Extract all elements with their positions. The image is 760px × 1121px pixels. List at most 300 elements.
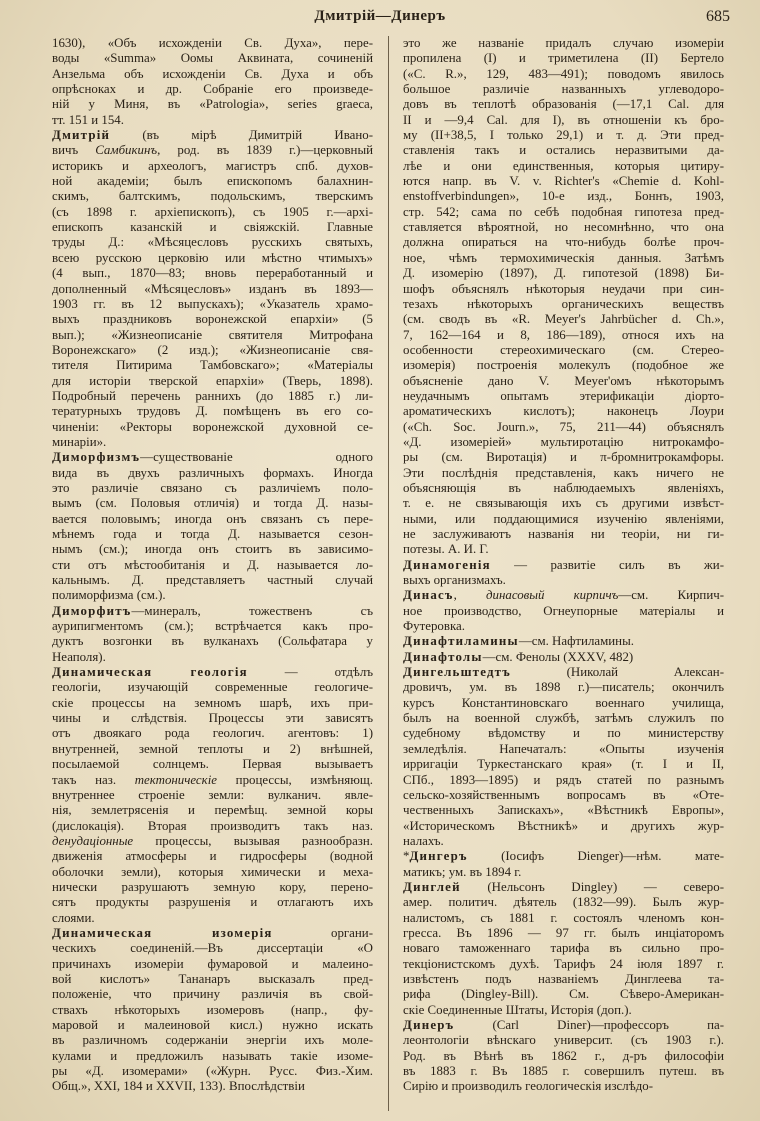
text-line <box>403 374 724 389</box>
text-run: (съ 1898 г. архіепископъ), съ 1905 г.—архі- <box>52 204 373 219</box>
text-line <box>403 1049 724 1064</box>
text-line <box>403 358 724 373</box>
text-run: должна опираться на что-нибудь болѣе проч- <box>403 235 724 250</box>
text-line <box>52 880 373 895</box>
text-line <box>403 788 724 803</box>
text-line <box>52 527 373 542</box>
text-run: «Историческомъ Вѣстникѣ» и другихъ жур- <box>403 818 724 833</box>
text-line <box>52 450 373 465</box>
text-line <box>403 880 724 895</box>
text-run: ній у Миня, въ «Patrologia», series graeca, <box>52 97 373 112</box>
text-line <box>52 1064 373 1079</box>
text-run: минаріи». <box>52 434 107 449</box>
text-line <box>403 496 724 511</box>
text-run: (Іосифъ Dienger)—нѣм. мате- <box>467 849 724 864</box>
text-run: пропилена (I) и триметилена (II) Бертело <box>403 51 724 66</box>
text-run: Род. въ Вѣнѣ въ 1862 г., д-ръ философіи <box>403 1048 724 1063</box>
text-line <box>52 696 373 711</box>
text-run: гресса. Въ 1896 — 97 гг. былъ инціаторомъ <box>403 925 724 940</box>
text-run: Анзельма объ исхожденіи Св. Духа и объ <box>52 66 373 81</box>
text-run: такъ наз. <box>52 772 135 787</box>
text-run: ирригаціи Туркестанскаго края» (т. I и II, <box>403 757 724 772</box>
entry-headword: Динамическая геологія <box>52 665 248 680</box>
text-run: (см. сводъ въ «R. Meyer's Jahrbücher d. Ch.», <box>403 312 724 327</box>
text-run: это же названіе придалъ случаю изомеріи <box>403 36 724 50</box>
italic-text: Самбикинъ <box>95 143 158 158</box>
text-line <box>403 512 724 527</box>
text-run: тителя Питирима Тамбовскаго»; «Матеріалы <box>52 358 373 373</box>
text-line <box>52 773 373 788</box>
text-line <box>403 220 724 235</box>
text-run: скіе процессы на земномъ шарѣ, ихъ при- <box>52 695 373 710</box>
text-run: вичъ <box>52 143 96 158</box>
text-line <box>52 849 373 864</box>
text-line <box>52 297 373 312</box>
text-run: * <box>403 849 410 864</box>
text-line <box>403 82 724 97</box>
text-run: изомерія) построенія молекулъ (подобное же <box>403 358 724 373</box>
text-line <box>52 404 373 419</box>
text-run: полиморфизма (см.). <box>52 588 166 603</box>
text-run: труды Д.: «Мѣсяцесловъ русскихъ святыхъ, <box>52 235 373 250</box>
text-run: извѣстенъ подъ названіемъ Динглеева та- <box>403 971 724 986</box>
text-line <box>403 159 724 174</box>
text-line <box>403 450 724 465</box>
text-run: положеніе, что причину различія въ свой- <box>52 987 373 1002</box>
text-run: нически разрушаютъ земную кору, перено- <box>52 879 373 894</box>
text-run: чественныхъ Запискахъ», «Вѣстникѣ Европы», <box>403 803 724 818</box>
text-run: опрѣсноках и др. Собраніе его произведе- <box>52 82 373 97</box>
text-run: 7, 162—164 и 8, 186—189), относя ихъ на <box>403 327 724 342</box>
text-line <box>52 174 373 189</box>
text-run: («C. R.», 129, 483—491); поводомъ явилось <box>403 66 724 81</box>
entry-headword: Динафтиламины <box>403 634 519 649</box>
text-run: ное, чѣмъ термохимическія данныя. Затѣмъ <box>403 250 724 265</box>
text-run: налахъ. <box>403 833 444 848</box>
text-line <box>403 773 724 788</box>
text-line <box>403 97 724 112</box>
entry-headword: Динамогенія <box>403 557 491 572</box>
text-line <box>52 619 373 634</box>
text-line <box>52 328 373 343</box>
text-line <box>52 420 373 435</box>
text-run: рифа (Dingley-Bill). См. Сѣверо-Американ- <box>403 987 724 1002</box>
text-run: текціонистскомъ духѣ. Тарифъ 24 іюля 1897 г. <box>403 956 724 971</box>
text-line <box>403 481 724 496</box>
entry-headword: Динеръ <box>403 1018 455 1032</box>
text-line <box>403 1079 724 1094</box>
entry-headword: Динафтолы <box>403 649 483 664</box>
text-run: ствахъ нѣкоторыхъ изомеровъ (напр., фу- <box>52 1002 373 1017</box>
text-run: не заслуживаютъ названія ни теоріи, ни ги- <box>403 527 724 541</box>
text-line <box>52 757 373 772</box>
text-line <box>52 542 373 557</box>
text-run: (Carl Diner)—профессоръ па- <box>454 1018 724 1032</box>
text-run: налистомъ, съ 1881 г. состоялъ членомъ кон- <box>403 910 724 925</box>
text-line <box>403 328 724 343</box>
text-run: тт. 151 и 154. <box>52 112 124 127</box>
text-line <box>52 343 373 358</box>
text-line <box>403 343 724 358</box>
text-run: Неаполя). <box>52 649 106 664</box>
text-line <box>403 895 724 910</box>
text-line <box>403 143 724 158</box>
text-run: ческихъ соединеній.—Въ диссертаціи «О <box>52 941 373 956</box>
text-line <box>403 1033 724 1048</box>
text-line <box>403 926 724 941</box>
text-run: Эти послѣднія представленія, какъ ничего не <box>403 465 724 480</box>
text-run: ставленія такъ и остались неразвитыми да- <box>403 143 724 158</box>
text-run: ароматическихъ кислотъ); наконецъ Лоури <box>403 404 724 419</box>
text-run: чиненіи: «Ректоры воронежской духовной се- <box>52 419 373 434</box>
text-line <box>403 235 724 250</box>
text-run: органи- <box>272 925 373 940</box>
text-line <box>403 542 724 557</box>
text-run: (Николай Алексан- <box>510 665 724 680</box>
text-run: геологіи, изучающій современные геологиче- <box>52 680 373 695</box>
text-run: сятъ продукты разрушенія и отлагаютъ ихъ <box>52 895 373 910</box>
text-run: посылаемой солнцемъ. Первая вызываетъ <box>52 757 373 772</box>
text-line <box>52 634 373 649</box>
text-run: дополненный «Мѣсяцесловъ» изданъ въ 1893— <box>52 281 373 296</box>
text-line <box>52 97 373 112</box>
text-line <box>52 466 373 481</box>
text-line <box>52 742 373 757</box>
text-run: дровичъ, ум. въ 1898 г.)—писатель; окончилъ <box>403 680 724 695</box>
entry-headword: Динасъ <box>403 588 454 603</box>
text-line <box>52 604 373 619</box>
text-line <box>403 757 724 772</box>
text-run: (дислокація). Вторая производитъ такъ наз. <box>52 818 373 833</box>
text-run: потезы. А. И. Г. <box>403 542 489 557</box>
text-run: —см. Нафтиламины. <box>518 634 634 649</box>
text-line <box>403 128 724 143</box>
text-run: , <box>453 588 487 603</box>
text-line <box>403 1064 724 1079</box>
text-line <box>52 128 373 143</box>
text-run: мѣнемъ года и тогда Д. называется сезон- <box>52 527 373 541</box>
text-run: въ 1883 г. Въ 1885 г. совершилъ путеш. въ <box>403 1064 724 1079</box>
text-run: ры (см. Виротація) и π-бромнитрокамфоры. <box>403 450 724 465</box>
text-line <box>403 941 724 956</box>
text-run: слоями. <box>52 910 95 925</box>
text-run: причинахъ изомеріи фумаровой и малеино- <box>52 956 373 971</box>
text-line <box>403 604 724 619</box>
text-line <box>52 803 373 818</box>
text-run: всею русскою церковію или мѣстно чтимыхъ» <box>52 250 373 265</box>
text-line <box>403 558 724 573</box>
text-run: вой кислотъ» Тананаръ высказалъ пред- <box>52 971 373 986</box>
text-line <box>403 51 724 66</box>
text-line <box>52 159 373 174</box>
text-run: сельско-хозяйственнымъ вопросамъ въ «Оте- <box>403 787 724 802</box>
text-run: новаго таможеннаго тарифа въ сильно про- <box>403 941 724 956</box>
text-line <box>403 588 724 603</box>
italic-text: тектоническіе <box>134 772 217 787</box>
text-run: выхъ организмахъ. <box>403 573 506 588</box>
text-run: аурипигментомъ (см.); встрѣчается какъ про- <box>52 619 373 634</box>
text-run: Сирію и производилъ геологическія изслѣдо- <box>403 1079 653 1094</box>
text-run: леонтологіи вѣнскаго университ. (съ 1903 г.). <box>403 1033 724 1048</box>
text-line <box>52 926 373 941</box>
text-run: вымъ (см. Половыя отличія) и тогда Д. назы- <box>52 496 373 511</box>
entry-headword: Диморфизмъ <box>52 450 141 465</box>
text-line <box>52 788 373 803</box>
text-line <box>403 834 724 849</box>
text-line <box>403 987 724 1002</box>
text-line <box>52 374 373 389</box>
text-line <box>403 312 724 327</box>
text-line <box>52 1033 373 1048</box>
text-line <box>403 849 724 864</box>
text-run: ставляется вѣроятной, но несомнѣнно, что она <box>403 220 724 235</box>
text-line <box>52 834 373 849</box>
text-line <box>52 512 373 527</box>
text-run: дуктъ возгонки въ вулканахъ (Сольфатара у <box>52 634 373 649</box>
text-run: 1630), «Объ исхожденіи Св. Духа», пере- <box>52 36 373 50</box>
text-run: тературныхъ трудовъ Д. помѣщенъ въ его со- <box>52 404 373 419</box>
text-line <box>403 957 724 972</box>
text-run: (въ мірѣ Димитрій Ивано- <box>110 128 373 143</box>
text-line <box>52 435 373 450</box>
entry-headword: Диморфитъ <box>52 603 132 618</box>
text-run: процессы, вызывая разнообразн. <box>133 833 373 848</box>
text-line <box>403 36 724 51</box>
text-line <box>403 435 724 450</box>
text-line <box>52 143 373 158</box>
text-run: особенности стереохимическаго (см. Стерео- <box>403 342 724 357</box>
text-line <box>52 987 373 1002</box>
text-run: Общ.», XXI, 184 и XXVII, 133). Впослѣдствіи <box>52 1079 305 1094</box>
text-run: нія, землетрясенія и перемѣщ. земной коры <box>52 803 373 818</box>
text-line <box>403 282 724 297</box>
text-line <box>403 205 724 220</box>
text-run: (Нельсонъ Dingley) — северо- <box>460 879 724 894</box>
text-run: неудачнымъ опытамъ этерификаціи діорто- <box>403 388 724 403</box>
text-run: му (II+38,5, I только 29,1) и т. д. Эти пред- <box>403 128 724 143</box>
text-line <box>403 650 724 665</box>
text-line <box>52 650 373 665</box>
text-line <box>403 389 724 404</box>
text-run: шофъ объяснялъ нѣкоторыя неудачи при син- <box>403 281 724 296</box>
text-run: —существованіе одного <box>140 450 373 465</box>
text-line <box>403 634 724 649</box>
text-run: сти отъ мѣстообитанія и Д. называется ло- <box>52 557 373 572</box>
text-run: скіе Соединенные Штаты, Исторія (доп.). <box>403 1002 632 1017</box>
text-run: выхъ праздниковъ воронежской епархіи» (5 <box>52 312 373 327</box>
text-line <box>403 726 724 741</box>
text-line <box>403 911 724 926</box>
text-run: амер. политич. дѣятель (1832—99). Былъ жур- <box>403 895 724 910</box>
text-line <box>403 573 724 588</box>
text-run: стр. 542; сама по себѣ подобная гипотеза пред- <box>403 204 724 219</box>
text-line <box>52 726 373 741</box>
text-line <box>52 113 373 128</box>
text-line <box>403 174 724 189</box>
text-run: ются напр. въ V. v. Richter's «Chemie d. Kohl- <box>403 174 724 189</box>
text-line <box>403 1018 724 1033</box>
text-line <box>52 680 373 695</box>
text-line <box>403 819 724 834</box>
text-run: вается половымъ; иногда онъ связанъ съ пере- <box>52 511 373 526</box>
text-line <box>52 588 373 603</box>
text-run: кулами и предложилъ называть такіе изоме- <box>52 1048 373 1063</box>
text-run: enstoffverbindungen», 10-е изд., Боннъ, 1903, <box>403 189 724 204</box>
text-run: для исторіи тверской епархіи» (Тверь, 1898). <box>52 373 373 388</box>
text-line <box>52 1018 373 1033</box>
text-line <box>403 404 724 419</box>
text-run: объясняющія въ наблюдаемыхъ явленіяхъ, <box>403 480 724 495</box>
text-line <box>52 312 373 327</box>
text-line <box>403 865 724 880</box>
text-run: большое различіе названныхъ углеводоро- <box>403 82 724 97</box>
text-run: курсъ Константиновскаго военнаго училища, <box>403 695 724 710</box>
text-run: —см. Кирпич- <box>618 588 724 603</box>
text-line <box>52 558 373 573</box>
left-column <box>52 36 373 1114</box>
text-run: («Ch. Soc. Journ.», 75, 211—44) объяснялъ <box>403 419 724 434</box>
text-run: Футеровка. <box>403 619 465 634</box>
text-run: «Д. изомеріей» мультиротацію нитрокамфо- <box>403 434 724 449</box>
text-line <box>403 420 724 435</box>
text-line <box>52 82 373 97</box>
text-run: II и —9,4 Cal. для I), въ отношеніи къ бро- <box>403 112 724 127</box>
text-line <box>52 220 373 235</box>
text-run: движенія атмосферы и гидросферы (водной <box>52 849 373 864</box>
text-run: Воронежскаго» (2 изд.); «Жизнеописаніе свя- <box>52 342 373 357</box>
text-line <box>52 496 373 511</box>
text-line <box>52 36 373 51</box>
text-run: земледѣлія. Напечаталъ: «Опыты изученія <box>403 741 724 756</box>
text-run: ными, или поддающимися изученію явленіями, <box>403 511 724 526</box>
text-line <box>403 466 724 481</box>
text-run: процессы, измѣняющ. <box>217 772 373 787</box>
text-line <box>52 205 373 220</box>
text-line <box>403 803 724 818</box>
entry-headword: Дингельштедтъ <box>403 665 511 680</box>
text-run: (4 вып., 1870—83; вновь переработанный и <box>52 266 373 281</box>
text-line <box>52 1049 373 1064</box>
text-line <box>52 282 373 297</box>
entry-headword: Динамическая изомерія <box>52 925 273 940</box>
text-run: историкъ и археологъ, магистръ спб. духов- <box>52 158 373 173</box>
text-line <box>52 941 373 956</box>
text-run: внутреннее строеніе земли: вулканич. явле- <box>52 787 373 802</box>
text-run: —см. Фенолы (XXXV, 482) <box>482 649 634 664</box>
text-run: Д. изомерію (1897), Д. гипотезой (1898) Би- <box>403 266 724 281</box>
text-line <box>52 665 373 680</box>
text-run: тезахъ нѣкоторыхъ органическихъ веществъ <box>403 296 724 311</box>
text-line <box>52 389 373 404</box>
text-line <box>403 1003 724 1018</box>
text-run: кальнымъ. Д. представляетъ частный случай <box>52 573 373 588</box>
text-line <box>403 67 724 82</box>
text-run: епископъ казанскій и свіяжскій. Главные <box>52 220 373 235</box>
text-run: лѣе и они единственныя, которыя цитиру- <box>403 158 724 173</box>
text-run: — развитіе силъ въ жи- <box>490 557 724 572</box>
text-run: довъ въ теплотѣ образованія (—17,1 Cal. для <box>403 97 724 112</box>
text-line <box>403 665 724 680</box>
text-line <box>403 696 724 711</box>
text-run: это различіе связано съ различіемъ поло- <box>52 480 373 495</box>
text-line <box>403 680 724 695</box>
text-line <box>403 189 724 204</box>
italic-text: динасовый кирпичъ <box>486 588 619 603</box>
text-line <box>52 251 373 266</box>
text-line <box>52 895 373 910</box>
text-line <box>403 251 724 266</box>
text-run: отъ двоякаго рода геологич. агентовъ: 1) <box>52 726 373 741</box>
text-line <box>52 266 373 281</box>
text-run: воды «Summa» Оомы Аквината, сочиненій <box>52 51 373 66</box>
entry-headword: Дмитрій <box>52 128 111 143</box>
text-run: въ различномъ содержаніи энергіи ихъ моле- <box>52 1033 373 1048</box>
text-line <box>52 865 373 880</box>
text-line <box>52 235 373 250</box>
entry-headword: Динглей <box>403 879 461 894</box>
running-title: Дмитрій—Динеръ <box>314 8 446 24</box>
text-line <box>52 358 373 373</box>
text-line <box>403 742 724 757</box>
text-line <box>52 189 373 204</box>
text-line <box>52 573 373 588</box>
text-run: вида въ двухъ различныхъ формахъ. Иногда <box>52 465 373 480</box>
page-header <box>50 6 730 30</box>
text-line <box>52 911 373 926</box>
text-run: ной академіи; былъ епископомъ балахнин- <box>52 174 373 189</box>
text-run: —минералъ, тожественъ съ <box>131 603 373 618</box>
text-run: т. е. не связывающія ихъ съ другими извѣст- <box>403 496 724 511</box>
text-line <box>403 619 724 634</box>
text-columns <box>52 36 724 1114</box>
text-run: внутренней, земной теплоты и 2) внѣшней, <box>52 741 373 756</box>
text-run: нымъ (см.); иногда онъ стоитъ въ зависимо- <box>52 542 373 557</box>
italic-text: денудаціонные <box>52 833 134 848</box>
column-divider <box>388 36 389 1111</box>
text-line <box>403 297 724 312</box>
text-run: матикъ; ум. въ 1894 г. <box>403 864 522 879</box>
text-run: , род. въ 1839 г.)—церковный <box>157 143 373 158</box>
text-line <box>52 481 373 496</box>
text-line <box>52 957 373 972</box>
text-line <box>52 51 373 66</box>
text-run: маровой и малеиновой кисл.) нужно искать <box>52 1018 373 1032</box>
text-run: Подробный перечень раннихъ (до 1885 г.) ли- <box>52 388 373 403</box>
text-run: ное производство, Огнеупорные матеріалы и <box>403 603 724 618</box>
text-run: 1903 гг. въ 12 выпускахъ); «Указатель храмо- <box>52 296 373 311</box>
text-line <box>52 1003 373 1018</box>
text-run: вып.); «Жизнеописаніе святителя Митрофана <box>52 327 373 342</box>
text-run: чины и слѣдствія. Процессы эти зависятъ <box>52 711 373 726</box>
page-number: 685 <box>706 8 730 25</box>
text-line <box>52 819 373 834</box>
text-line <box>403 972 724 987</box>
text-line <box>403 266 724 281</box>
text-run: — отдѣлъ <box>247 665 373 680</box>
right-column <box>403 36 724 1114</box>
text-run: оболочки земли), которыя химически и меха- <box>52 864 373 879</box>
text-line <box>403 527 724 542</box>
text-line <box>52 1079 373 1094</box>
text-line <box>52 972 373 987</box>
text-run: объясненіе дано V. Meyer'омъ нѣкоторымъ <box>403 373 724 388</box>
text-run: судебному вѣдомству и по министерству <box>403 726 724 741</box>
entry-headword: Дингеръ <box>409 849 468 864</box>
text-run: скимъ, балтскимъ, подольскимъ, тверскимъ <box>52 189 373 204</box>
text-run: былъ на военной службѣ, затѣмъ служилъ по <box>403 711 724 726</box>
text-line <box>52 711 373 726</box>
text-run: СПб., 1893—1895) и рядъ статей по разнымъ <box>403 772 724 787</box>
